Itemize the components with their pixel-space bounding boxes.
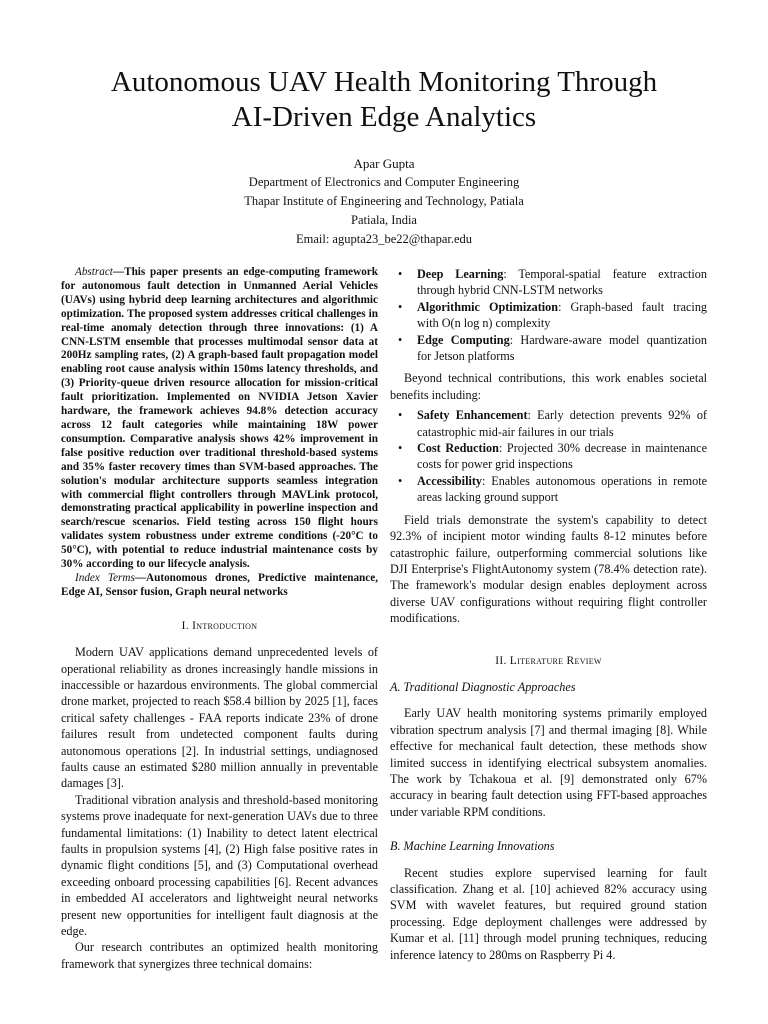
author-name: Apar Gupta	[353, 156, 415, 171]
list-item-desc: : Enables autonomous operations in remote areas lacking ground support	[417, 473, 707, 505]
benefits-intro: Beyond technical contributions, this work enables societal benefits including:	[390, 371, 707, 402]
intro-paragraph-1: Modern UAV applications demand unprecedented levels of operational reliability as drones increasingly handle missions in inaccessible or hazardous environments. The global commercial drone market, projected to reach $58.4 billion by 2025 [1], faces critical safety challenges - FAA reports indicate 23% of drone failures result from undetected component faults during autonomous operations [2]. In industrial settings, undiagnosed faults cause an estimated $280 million annually in preventable damages [3].	[61, 645, 378, 791]
author-email: Email: agupta23_be22@thapar.edu	[295, 232, 473, 246]
author-location: Patiala, India	[351, 213, 417, 227]
author-institute: Thapar Institute of Engineering and Technology, Patiala	[244, 194, 524, 208]
bullet-icon: •	[398, 473, 403, 488]
abstract	[61, 266, 378, 572]
list-item	[390, 407, 707, 440]
author-block	[0, 154, 768, 249]
domains-list	[390, 266, 707, 364]
list-item-desc: : Temporal-spatial feature extraction through hybrid CNN-LSTM networks	[417, 267, 707, 298]
list-item	[390, 266, 707, 299]
intro-paragraph-2: Traditional vibration analysis and threshold-based monitoring systems prove inadequate for next-generation UAVs due to three fundamental limitations: (1) Inability to detect latent electrical faults in propulsion systems [4], (2) High false positive rates in dynamic flight conditions [5], and (3) Computational overhead exceeding onboard processing capabilities [6]. Recent advances in embedded AI accelerators and lightweight neural networks present new opportunities for intelligent fault diagnosis at the edge.	[61, 792, 378, 939]
list-item-desc: : Hardware-aware model quantization for Jetson platforms	[417, 332, 707, 364]
list-item	[390, 473, 707, 506]
author-department: Department of Electronics and Computer Engineering	[248, 175, 520, 189]
field-trials-paragraph: Field trials demonstrate the system's capability to detect 92.3% of incipient motor winding faults 8-12 minutes before catastrophic failure, outperforming commercial solutions like DJI Enterprise's FlightAutonomy system (78.4% detection rate). The framework's modular design enables deployment across diverse UAV configurations without requiring flight controller modifications.	[390, 512, 707, 626]
bullet-icon: •	[398, 408, 403, 423]
list-item-term: Edge Computing	[417, 332, 510, 347]
index-terms-label: Index Terms	[75, 571, 135, 584]
list-item-term: Cost Reduction	[417, 441, 499, 456]
list-item-term: Algorithmic Optimization	[417, 299, 559, 314]
index-terms-text: —Autonomous drones, Predictive maintenance, Edge AI, Sensor fusion, Graph neural networks	[61, 571, 379, 598]
list-item	[390, 332, 707, 365]
index-terms	[61, 572, 378, 600]
list-item-desc: : Graph-based fault tracing with O(n log n) complexity	[417, 299, 708, 331]
intro-paragraph-3: Our research contributes an optimized health monitoring framework that synergizes three technical domains:	[61, 940, 378, 971]
list-item	[390, 440, 707, 473]
bullet-icon: •	[398, 299, 403, 314]
list-item-term: Accessibility	[417, 473, 482, 488]
bullet-icon: •	[398, 267, 403, 281]
title-line-1: Autonomous UAV Health Monitoring Through	[110, 66, 658, 98]
paper-title	[0, 65, 768, 135]
literature-paragraph-b: Recent studies explore supervised learning for fault classification. Zhang et al. [10] achieved 82% accuracy using SVM with wavelet features, but required ground station processing. Edge deployment challenges were addressed by Kumar et al. [11] through model pruning techniques, reducing inference latency to 280ms on Raspberry Pi 4.	[390, 865, 707, 962]
right-column	[390, 262, 707, 963]
bullet-icon: •	[398, 441, 403, 456]
bullet-icon: •	[398, 332, 403, 347]
title-line-2: AI-Driven Edge Analytics	[231, 101, 537, 133]
abstract-text: —This paper presents an edge-computing framework for autonomous fault detection in Unmanned Aerial Vehicles (UAVs) using hybrid deep learning architectures and algorithmic optimization. The proposed system addresses critical challenges in real-time anomaly detection through three innovations: (1) A CNN-LSTM ensemble that processes multimodal sensor data at 200Hz sampling rates, (2) A graph-based fault propagation model enabling root cause analysis within 150ms latency thresholds, and (3) Priority-queue driven resource allocation for mission-critical fault prioritization. Implemented on NVIDIA Jetson Xavier hardware, the framework achieves 94.8% detection accuracy across 12 fault categories while maintaining 18W power consumption. Comparative analysis shows 42% improvement in false positive reduction over traditional threshold-based systems and 35% faster recovery times than SVM-based approaches. The solution's modular architecture supports seamless integration with commercial flight controllers through MAVLink protocol, demonstrating practical applicability in powerline inspection and search/rescue scenarios. Field testing across 150 flight hours validates system robustness under extreme conditions (-20°C to 50°C), with potential to reduce industrial maintenance costs by 30% according to our lifecycle analysis.	[61, 266, 378, 571]
list-item	[390, 299, 707, 332]
benefits-list	[390, 407, 707, 505]
section-heading-introduction: I. Introduction	[181, 619, 258, 632]
literature-paragraph-a: Early UAV health monitoring systems primarily employed vibration spectrum analysis [7] and thermal imaging [8]. While effective for mechanical fault detection, these methods show limited success in identifying electrical subsystem anomalies. The work by Tchakoua et al. [9] demonstrated only 67% accuracy in bearing fault detection using FFT-based approaches under variable RPM conditions.	[390, 706, 707, 819]
list-item-desc: : Projected 30% decrease in maintenance costs for power grid inspections	[417, 441, 707, 472]
abstract-label: Abstract	[75, 266, 113, 278]
subsection-heading-traditional: A. Traditional Diagnostic Approaches	[390, 679, 576, 694]
list-item-term: Safety Enhancement	[417, 408, 528, 423]
list-item-term: Deep Learning	[417, 267, 504, 281]
section-heading-literature-review: II. Literature Review	[495, 654, 602, 667]
list-item-desc: : Early detection prevents 92% of catastrophic mid-air failures in our trials	[417, 408, 707, 439]
subsection-heading-ml: B. Machine Learning Innovations	[390, 839, 555, 854]
left-column	[61, 262, 378, 972]
